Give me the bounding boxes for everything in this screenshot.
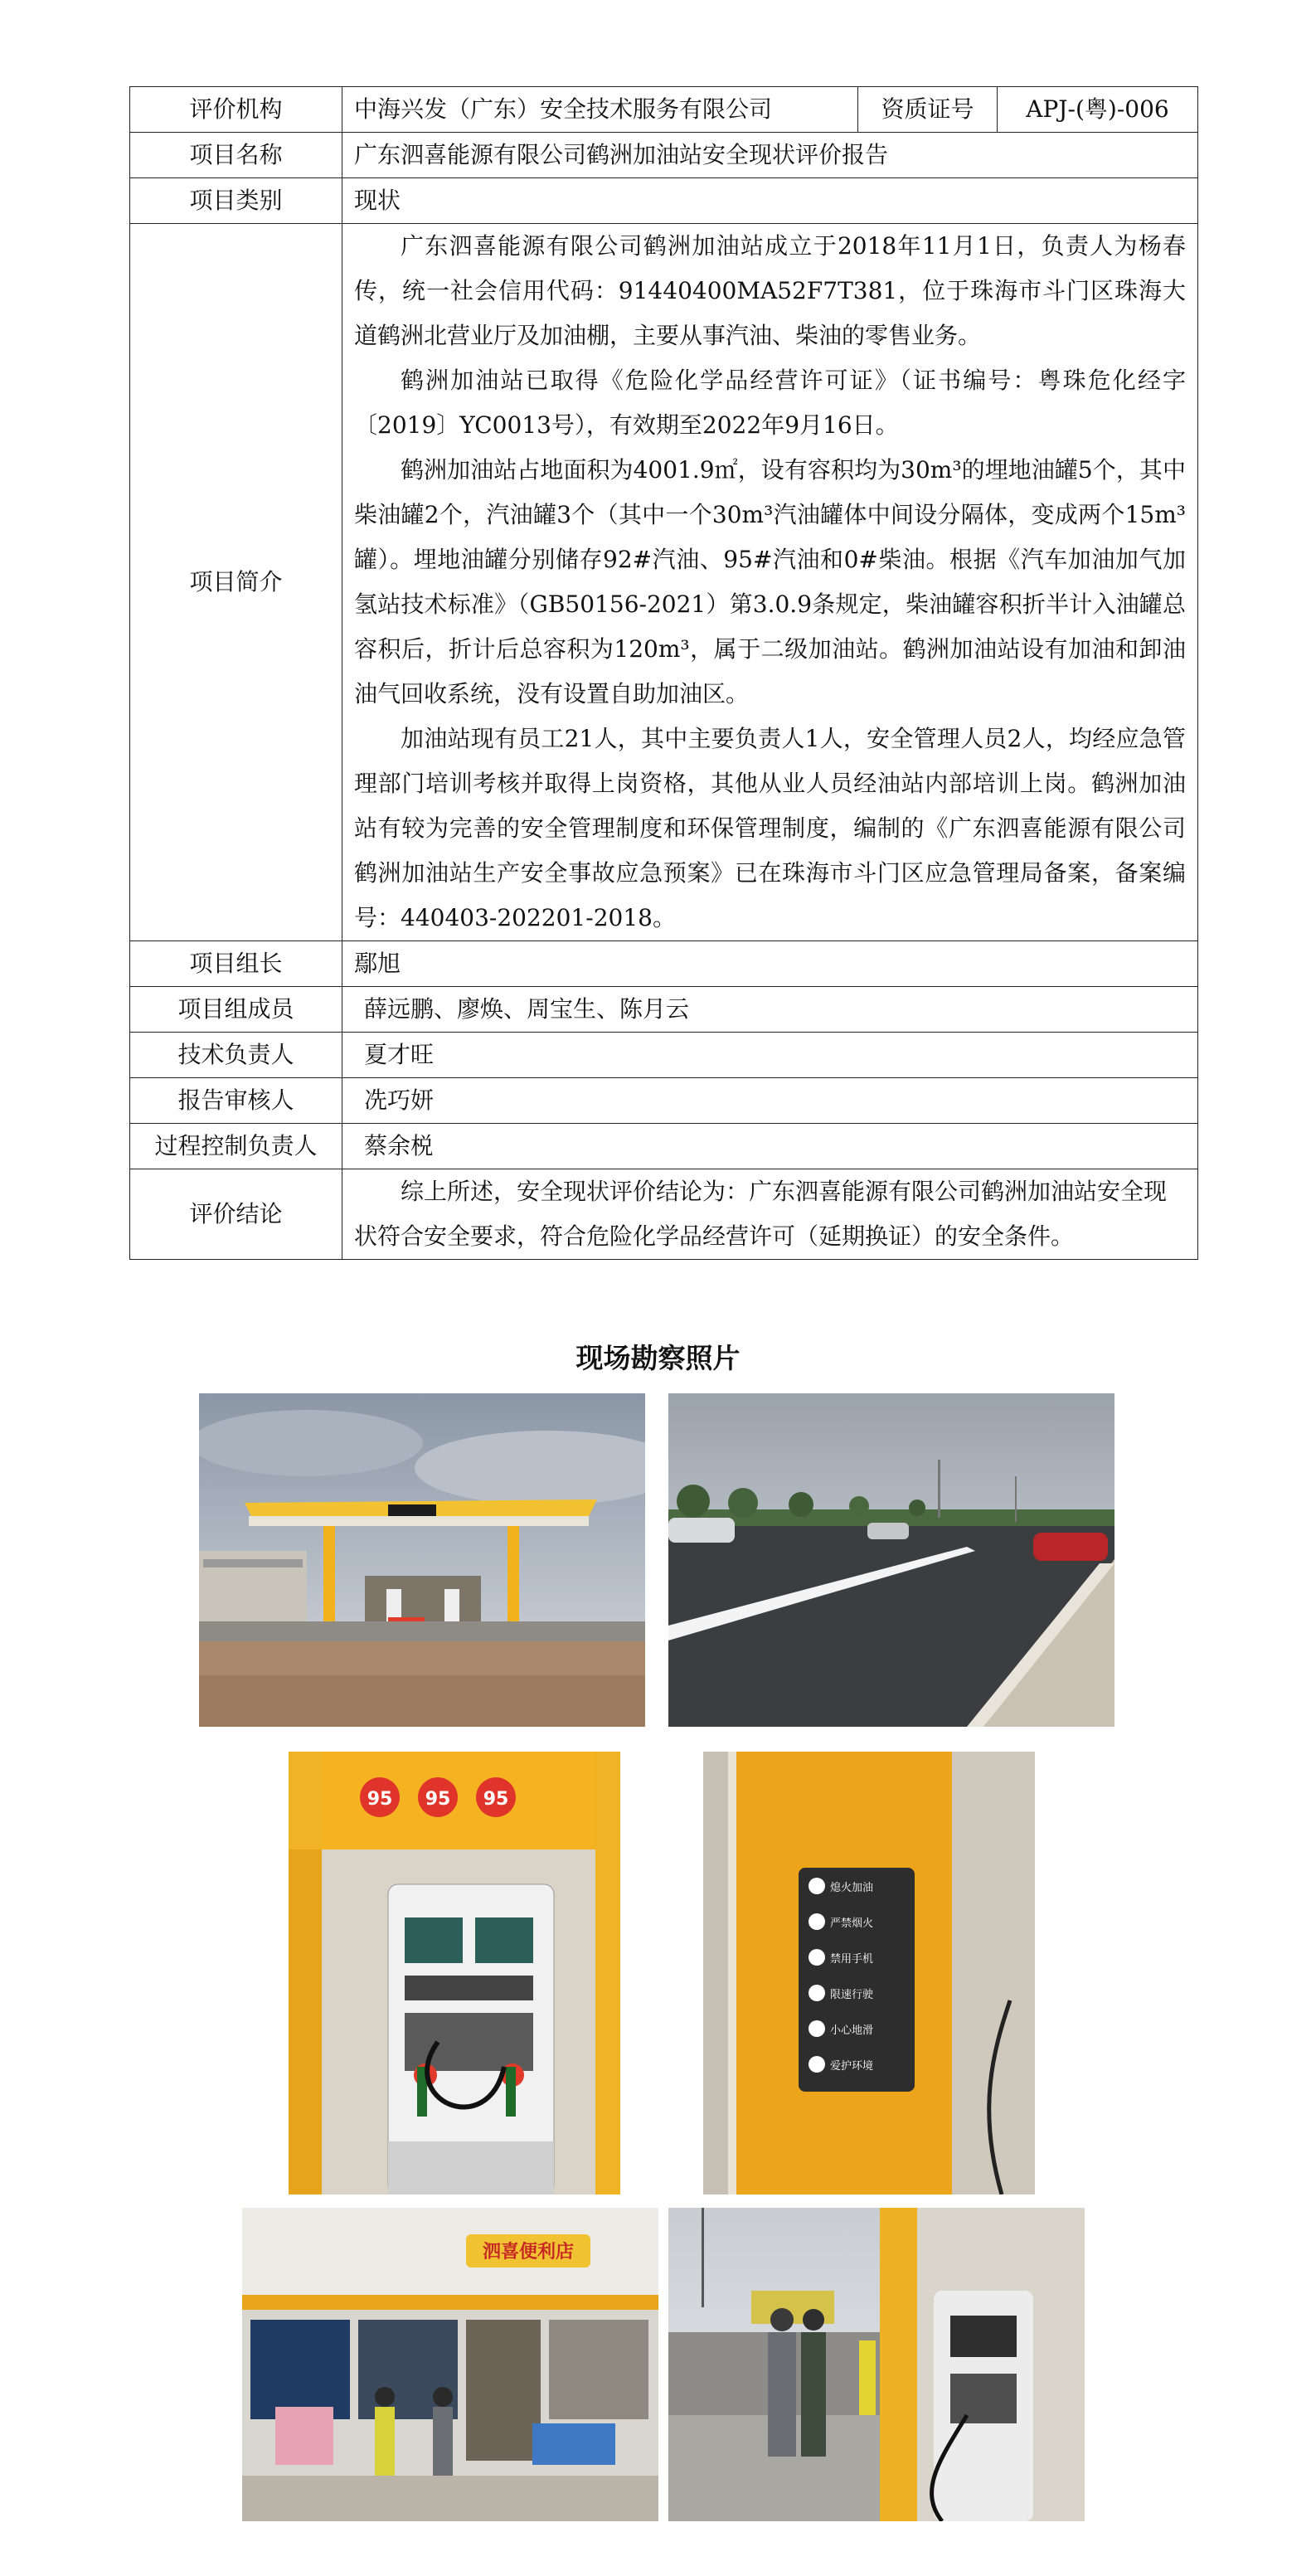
pump-number-3: 95: [483, 1789, 509, 1810]
org-value: 中海兴发（广东）安全技术服务有限公司: [342, 87, 858, 133]
intro-label: 项目简介: [130, 224, 342, 941]
convenience-store-image: [242, 2208, 658, 2521]
tech-label: 技术负责人: [130, 1033, 342, 1078]
reviewer-label: 报告审核人: [130, 1078, 342, 1124]
members-value: 薛远鹏、廖焕、周宝生、陈月云: [342, 987, 1198, 1033]
row-org: [130, 87, 1198, 133]
row-conclusion: [130, 1169, 1198, 1260]
photo-road: [668, 1393, 1114, 1727]
site-photos-title: 现场勘察照片: [575, 1342, 741, 1374]
row-process: [130, 1124, 1198, 1169]
row-reviewer: [130, 1078, 1198, 1124]
row-intro: [130, 224, 1198, 941]
photo-convenience-store: [242, 2208, 658, 2521]
safety-sign-5: 小心地滑: [830, 2024, 874, 2037]
process-value: 蔡余棁: [342, 1124, 1198, 1169]
intro-text: [342, 224, 1198, 941]
leader-label: 项目组长: [130, 941, 342, 987]
row-project-type: [130, 178, 1198, 224]
photo-safety-signs: [703, 1752, 1035, 2194]
project-type-label: 项目类别: [130, 178, 342, 224]
cert-value: APJ-(粤)-006: [998, 87, 1198, 133]
intro-paragraph-1: 广东泗喜能源有限公司鹤洲加油站成立于2018年11月1日，负责人为杨春传，统一社会信用代码：91440400MA52F7T381，位于珠海市斗门区珠海大道鹤洲北营业厅及加油棚，主要从事汽油、柴油的零售业务。: [354, 232, 1186, 349]
pump-number-2: 95: [425, 1789, 451, 1810]
cert-label: 资质证号: [858, 87, 998, 133]
project-type-value: 现状: [342, 178, 1198, 224]
photo-fuel-dispenser: [289, 1752, 620, 2194]
evaluation-info-table: [129, 86, 1198, 1260]
project-name-label: 项目名称: [130, 133, 342, 178]
store-sign: 泗喜便利店: [482, 2242, 575, 2263]
inspectors-image: [668, 2208, 1085, 2521]
row-tech: [130, 1033, 1198, 1078]
leader-value: 鄢旭: [342, 941, 1198, 987]
road-image: [668, 1393, 1114, 1727]
row-members: [130, 987, 1198, 1033]
process-label: 过程控制负责人: [130, 1124, 342, 1169]
safety-sign-6: 爱护环境: [830, 2060, 874, 2073]
tech-value: 夏才旺: [342, 1033, 1198, 1078]
members-label: 项目组成员: [130, 987, 342, 1033]
safety-sign-4: 限速行驶: [830, 1989, 874, 2001]
pump-number-1: 95: [367, 1789, 393, 1810]
row-project-name: [130, 133, 1198, 178]
org-label: 评价机构: [130, 87, 342, 133]
intro-paragraph-3: 鹤洲加油站占地面积为4001.9㎡，设有容积均为30m³的埋地油罐5个，其中柴油罐2个，汽油罐3个（其中一个30m³汽油罐体中间设分隔体，变成两个15m³罐）。埋地油罐分别储存92#汽油、95#汽油和0#柴油。根据《汽车加油加气加氢站技术标准》（GB50156-2021）第3.0.9条规定，柴油罐容积折半计入油罐总容积后，折计后总容积为120m³，属于二级加油站。鹤洲加油站设有加油和卸油油气回收系统，没有设置自助加油区。: [354, 456, 1186, 707]
conclusion-label: 评价结论: [130, 1169, 342, 1260]
photo-inspectors-at-pump: [668, 2208, 1085, 2521]
intro-paragraph-2: 鹤洲加油站已取得《危险化学品经营许可证》（证书编号：粤珠危化经字〔2019〕YC0013号），有效期至2022年9月16日。: [354, 367, 1186, 439]
conclusion-value: 综上所述，安全现状评价结论为：广东泗喜能源有限公司鹤洲加油站安全现状符合安全要求，符合危险化学品经营许可（延期换证）的安全条件。: [354, 1178, 1168, 1250]
safety-sign-3: 禁用手机: [830, 1953, 874, 1966]
station-canopy-image: [199, 1393, 645, 1727]
fuel-dispenser-image: [289, 1752, 620, 2194]
project-name-value: 广东泗喜能源有限公司鹤洲加油站安全现状评价报告: [342, 133, 1198, 178]
row-leader: [130, 941, 1198, 987]
photo-station-canopy: [199, 1393, 645, 1727]
safety-sign-1: 熄火加油: [830, 1882, 874, 1894]
reviewer-value: 冼巧妍: [342, 1078, 1198, 1124]
safety-sign-2: 严禁烟火: [830, 1917, 874, 1930]
conclusion-text: [342, 1169, 1198, 1260]
safety-signs-image: [703, 1752, 1035, 2194]
intro-paragraph-4: 加油站现有员工21人，其中主要负责人1人，安全管理人员2人，均经应急管理部门培训考核并取得上岗资格，其他从业人员经油站内部培训上岗。鹤洲加油站有较为完善的安全管理制度和环保管理制度，编制的《广东泗喜能源有限公司鹤洲加油站生产安全事故应急预案》已在珠海市斗门区应急管理局备案，备案编号：440403-202201-2018。: [354, 725, 1186, 931]
